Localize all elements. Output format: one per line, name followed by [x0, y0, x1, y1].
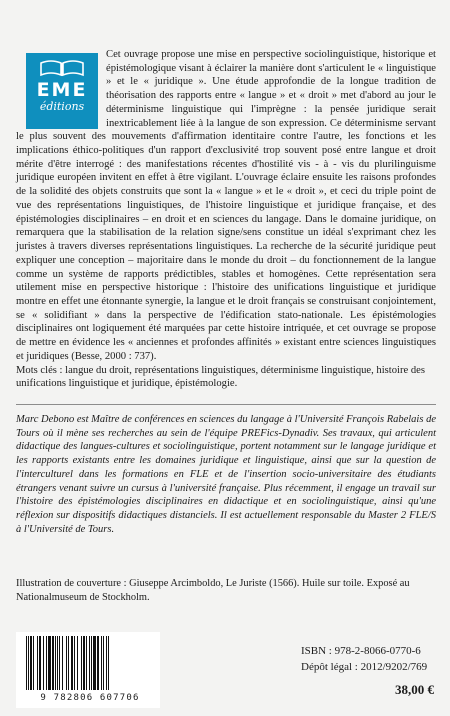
price: 38,00 €: [395, 682, 434, 697]
barcode: [16, 632, 160, 708]
logo-subtitle: éditions: [39, 100, 85, 113]
abstract-text: Cet ouvrage propose une mise en perspective sociolinguistique, historique et épistémologique visant à éclairer la manière dont s'articulent le « linguistique » et le « juridique ». Une étude approfondie de la longue tradition de théorisation des rapports entre « langue » et « droit » met d'abord au jour le déterminisme linguistique qui l'imprègne : la pensée juridique serait inextricablement liée à la langue de son expression. Ce déterminisme servant le plus souvent des mouvements d'affirmation identitaire contre l'autre, les fonctions et les implications éthico-politiques d'un rapport d'exclusivité trop souvent posé entre langue et droit mérite d'être interrogé : des manifestations récentes d'hostilité vis - à - vis du plurilinguisme juridique européen invitent en effet à être vigilant. L'ouvrage éclaire ensuite les raisons profondes de la solidité des objets construits que sont la « langue » et le « droit », et ceci du triple point de vue des représentations linguistiques, de l'histoire linguistique et juridique française, et des épistémologies disciplinaires – en droit et en sciences du langage. Dans le domaine juridique, on remarquera que la stabilisation de la relation signe/sens constitue un idéal s'exprimant chez les juristes à travers diverses représentations linguistiques. La recherche de la sécurité juridique peut expliquer une conception – majoritaire dans le monde du droit – du fonctionnement de la langue comme un système de rapports prédictibles, stables et homogènes. Cette représentation sera utilement mise en perspective historique : l'histoire des unifications linguistique et juridique montre en effet une étonnante synergie, la langue et le droit français se construisant conjointement, se « solidifiant » dans la perspective de l'édification stato-nationale. Les épistémologies disciplinaires ont logiquement été marquées par cette histoire intriquée, et cet ouvrage se propose de mettre en évidence les « anciennes et profondes affinités » existant entre sciences linguistiques et juridiques (Besse, 2000 : 737).: [16, 49, 436, 362]
depot-legal: Dépôt légal : 2012/9202/769: [301, 661, 428, 673]
keywords: Mots clés : langue du droit, représentations linguistiques, déterminisme linguistique, histoire des unifications linguistique et juridique, épistémologie.: [16, 364, 425, 390]
illustration-credit: Illustration de couverture : Giuseppe Arcimboldo, Le Juriste (1566). Huile sur toile. Exposé au Nationalmuseum de Stockholm.: [16, 578, 410, 603]
barcode-bars: [24, 636, 152, 692]
divider: [16, 404, 436, 405]
logo-brand: EME: [36, 79, 88, 101]
barcode-digits: 9 782806 607706: [40, 693, 140, 703]
isbn: ISBN : 978-2-8066-0770-6: [301, 645, 421, 657]
author-bio: Marc Debono est Maître de conférences en sciences du langage à l'Université François Rabelais de Tours où il mène ses recherches au sein de l'équipe PREFics-Dynadiv. Ses travaux, qui articulent didactique des langues-cultures et sociolinguistique, portent notamment sur le langage juridique et les rapports existants entre les domaines juridique et linguistique, ainsi que sur la question de l'interculturel dans les formations en FLE et de l'insertion socio-universitaire des étudiants étrangers venant suivre un cursus à l'université française. Plus récemment, il engage un travail sur l'histoire des épistémologies disciplinaires en didactique et en sociolinguistique, ainsi qu'une réflexion sur dispositifs didactiques distanciels. Il est actuellement responsable du Master 2 FLE/S à l'Université de Tours.: [16, 414, 436, 535]
abstract-block: [16, 48, 436, 391]
